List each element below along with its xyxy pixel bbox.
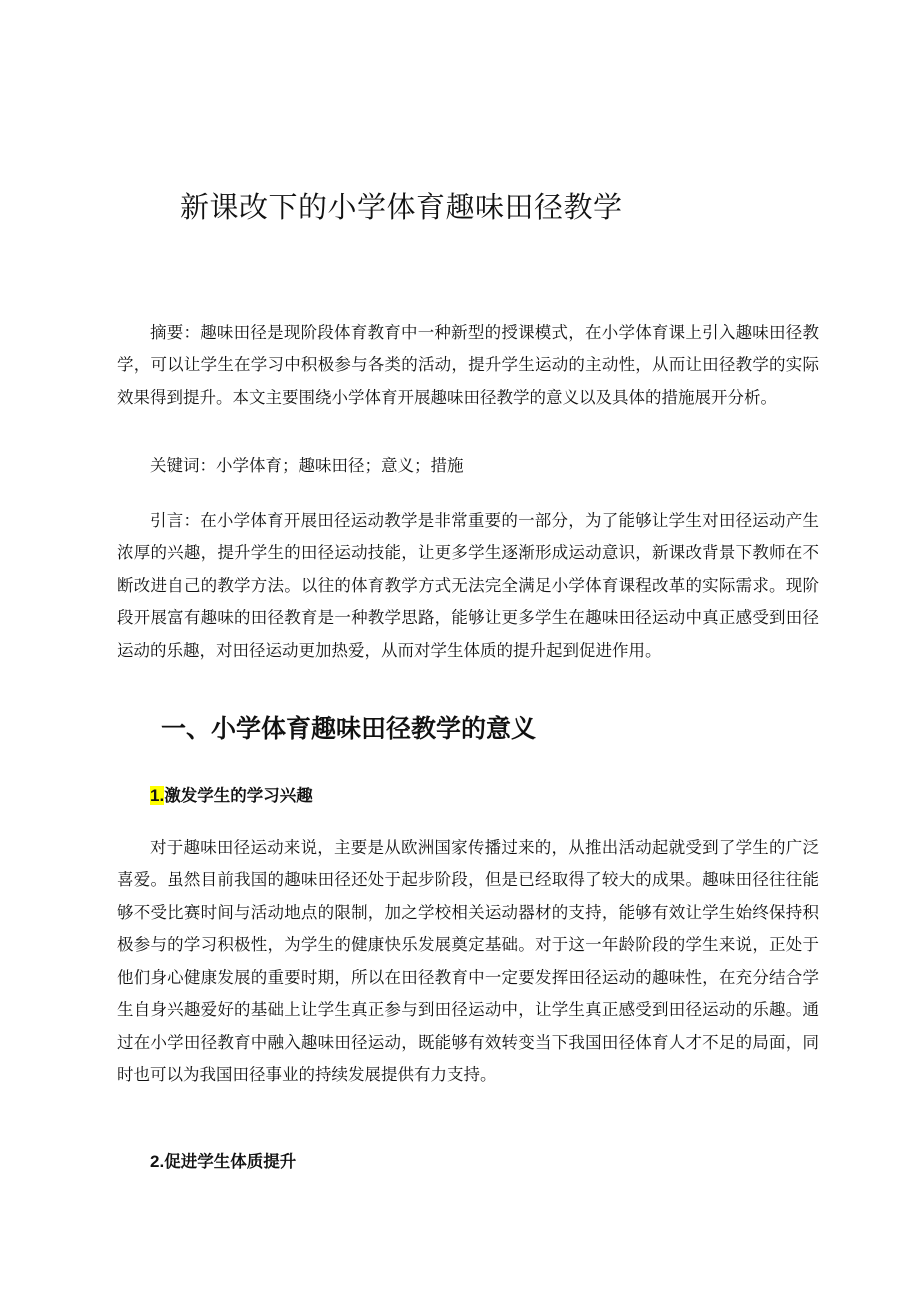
subsection-heading-physique xyxy=(150,1148,296,1176)
subsection-title-physique: 促进学生体质提升 xyxy=(164,1151,297,1171)
subsection-heading-interest xyxy=(150,782,313,810)
subsection-number: 2. xyxy=(150,1151,165,1171)
subsection-number-highlighted: 1. xyxy=(150,785,165,805)
abstract-paragraph: 摘要：趣味田径是现阶段体育教育中一种新型的授课模式，在小学体育课上引入趣味田径教学，可以让学生在学习中积极参与各类的活动，提升学生运动的主动性，从而让田径教学的实际效果得到提升。本文主要围绕小学体育开展趣味田径教学的意义以及具体的措施展开分析。 xyxy=(117,322,819,407)
introduction-paragraph: 引言：在小学体育开展田径运动教学是非常重要的一部分，为了能够让学生对田径运动产生浓厚的兴趣，提升学生的田径运动技能，让更多学生逐渐形成运动意识，新课改背景下教师在不断改进自己的教学方法。以往的体育教学方式无法完全满足小学体育课程改革的实际需求。现阶段开展富有趣味的田径教育是一种教学思路，能够让更多学生在趣味田径运动中真正感受到田径运动的乐趣，对田径运动更加热爱，从而对学生体质的提升起到促进作用。 xyxy=(117,510,819,660)
subsection-body-interest: 对于趣味田径运动来说，主要是从欧洲国家传播过来的，从推出活动起就受到了学生的广泛喜爱。虽然目前我国的趣味田径还处于起步阶段，但是已经取得了较大的成果。趣味田径往往能够不受比赛时间与活动地点的限制，加之学校相关运动器材的支持，能够有效让学生始终保持积极参与的学习积极性，为学生的健康快乐发展奠定基础。对于这一年龄阶段的学生来说，正处于他们身心健康发展的重要时期，所以在田径教育中一定要发挥田径运动的趣味性，在充分结合学生自身兴趣爱好的基础上让学生真正参与到田径运动中，让学生真正感受到田径运动的乐趣。通过在小学田径教育中融入趣味田径运动，既能够有效转变当下我国田径体育人才不足的局面，同时也可以为我国田径事业的持续发展提供有力支持。 xyxy=(117,837,819,1084)
document-title: 新课改下的小学体育趣味田径教学 xyxy=(180,190,623,225)
section-heading-significance: 一、小学体育趣味田径教学的意义 xyxy=(161,713,537,743)
subsection-title-interest: 激发学生的学习兴趣 xyxy=(164,785,313,805)
keywords-paragraph: 关键词：小学体育；趣味田径；意义；措施 xyxy=(150,455,464,475)
